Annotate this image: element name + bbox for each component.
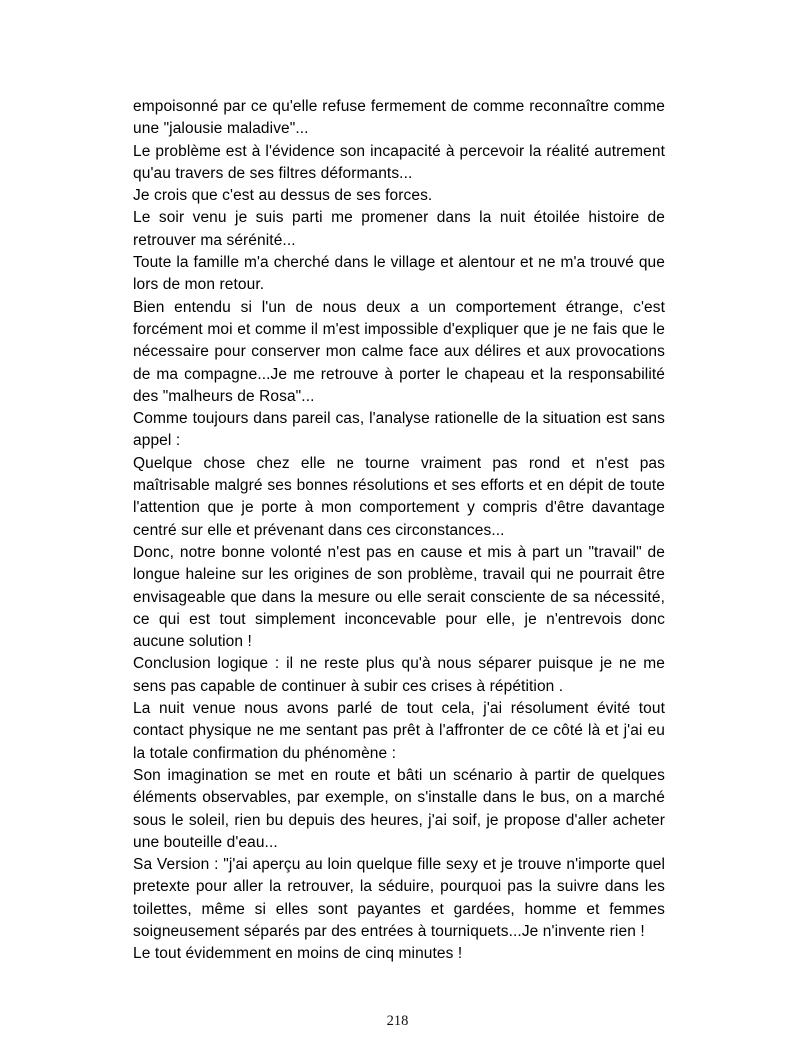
paragraph: Le tout évidemment en moins de cinq minutes !: [133, 945, 463, 963]
paragraph: Le problème est à l'évidence son incapacité à percevoir la réalité autrement qu'au travers de ses filtres déformants...: [133, 142, 665, 182]
page-number: 218: [386, 1013, 409, 1029]
paragraph: Je crois que c'est au dessus de ses forces.: [133, 187, 433, 205]
page-text-block: [133, 96, 665, 966]
paragraph: Quelque chose chez elle ne tourne vraiment pas rond et n'est pas maîtrisable malgré ses bonnes résolutions et ses efforts et en dépit de toute l'attention que je porte à mon comportement y compris d'être davantage centré sur elle et prévenant dans ces circonstances...: [133, 454, 665, 539]
paragraph: Toute la famille m'a cherché dans le village et alentour et ne m'a trouvé que lors de mon retour.: [133, 254, 665, 294]
paragraph: Sa Version : "j'ai aperçu au loin quelque fille sexy et je trouve n'importe quel pretexte pour aller la retrouver, la séduire, pourquoi pas la suivre dans les toilettes, même si elles sont payantes et gardées, homme et femmes soigneusement séparés par des entrées à tourniquets...Je n'invente rien !: [133, 856, 665, 940]
paragraph: La nuit venue nous avons parlé de tout cela, j'ai résolument évité tout contact physique ne me sentant pas prêt à l'affronter de ce côté là et j'ai eu la totale confirmation du phénomène :: [133, 700, 665, 762]
paragraph: Son imagination se met en route et bâti un scénario à partir de quelques éléments observables, par exemple, on s'installe dans le bus, on a marché sous le soleil, rien bu depuis des heures, j'ai soif, je propose d'aller acheter une bouteille d'eau...: [133, 766, 665, 851]
paragraph: empoisonné par ce qu'elle refuse fermement de comme reconnaître comme une "jalousie maladive"...: [133, 98, 665, 138]
paragraph: Conclusion logique : il ne reste plus qu'à nous séparer puisque je ne me sens pas capable de continuer à subir ces crises à répétition .: [133, 655, 665, 695]
paragraph: Donc, notre bonne volonté n'est pas en cause et mis à part un "travail" de longue haleine sur les origines de son problème, travail qui ne pourrait être envisageable que dans la mesure ou elle serait consciente de sa nécessité, ce qui est tout simplement inconcevable pour elle, je n'entrevois donc aucune solution !: [133, 543, 665, 651]
paragraph: Bien entendu si l'un de nous deux a un comportement étrange, c'est forcément moi et comme il m'est impossible d'expliquer que je ne fais que le nécessaire pour conserver mon calme face aux délires et aux provocations de ma compagne...Je me retrouve à porter le chapeau et la responsabilité des "malheurs de Rosa"...: [133, 298, 665, 405]
paragraph: Le soir venu je suis parti me promener dans la nuit étoilée histoire de retrouver ma sérénité...: [133, 209, 665, 249]
paragraph: Comme toujours dans pareil cas, l'analyse rationelle de la situation est sans appel :: [133, 410, 665, 450]
